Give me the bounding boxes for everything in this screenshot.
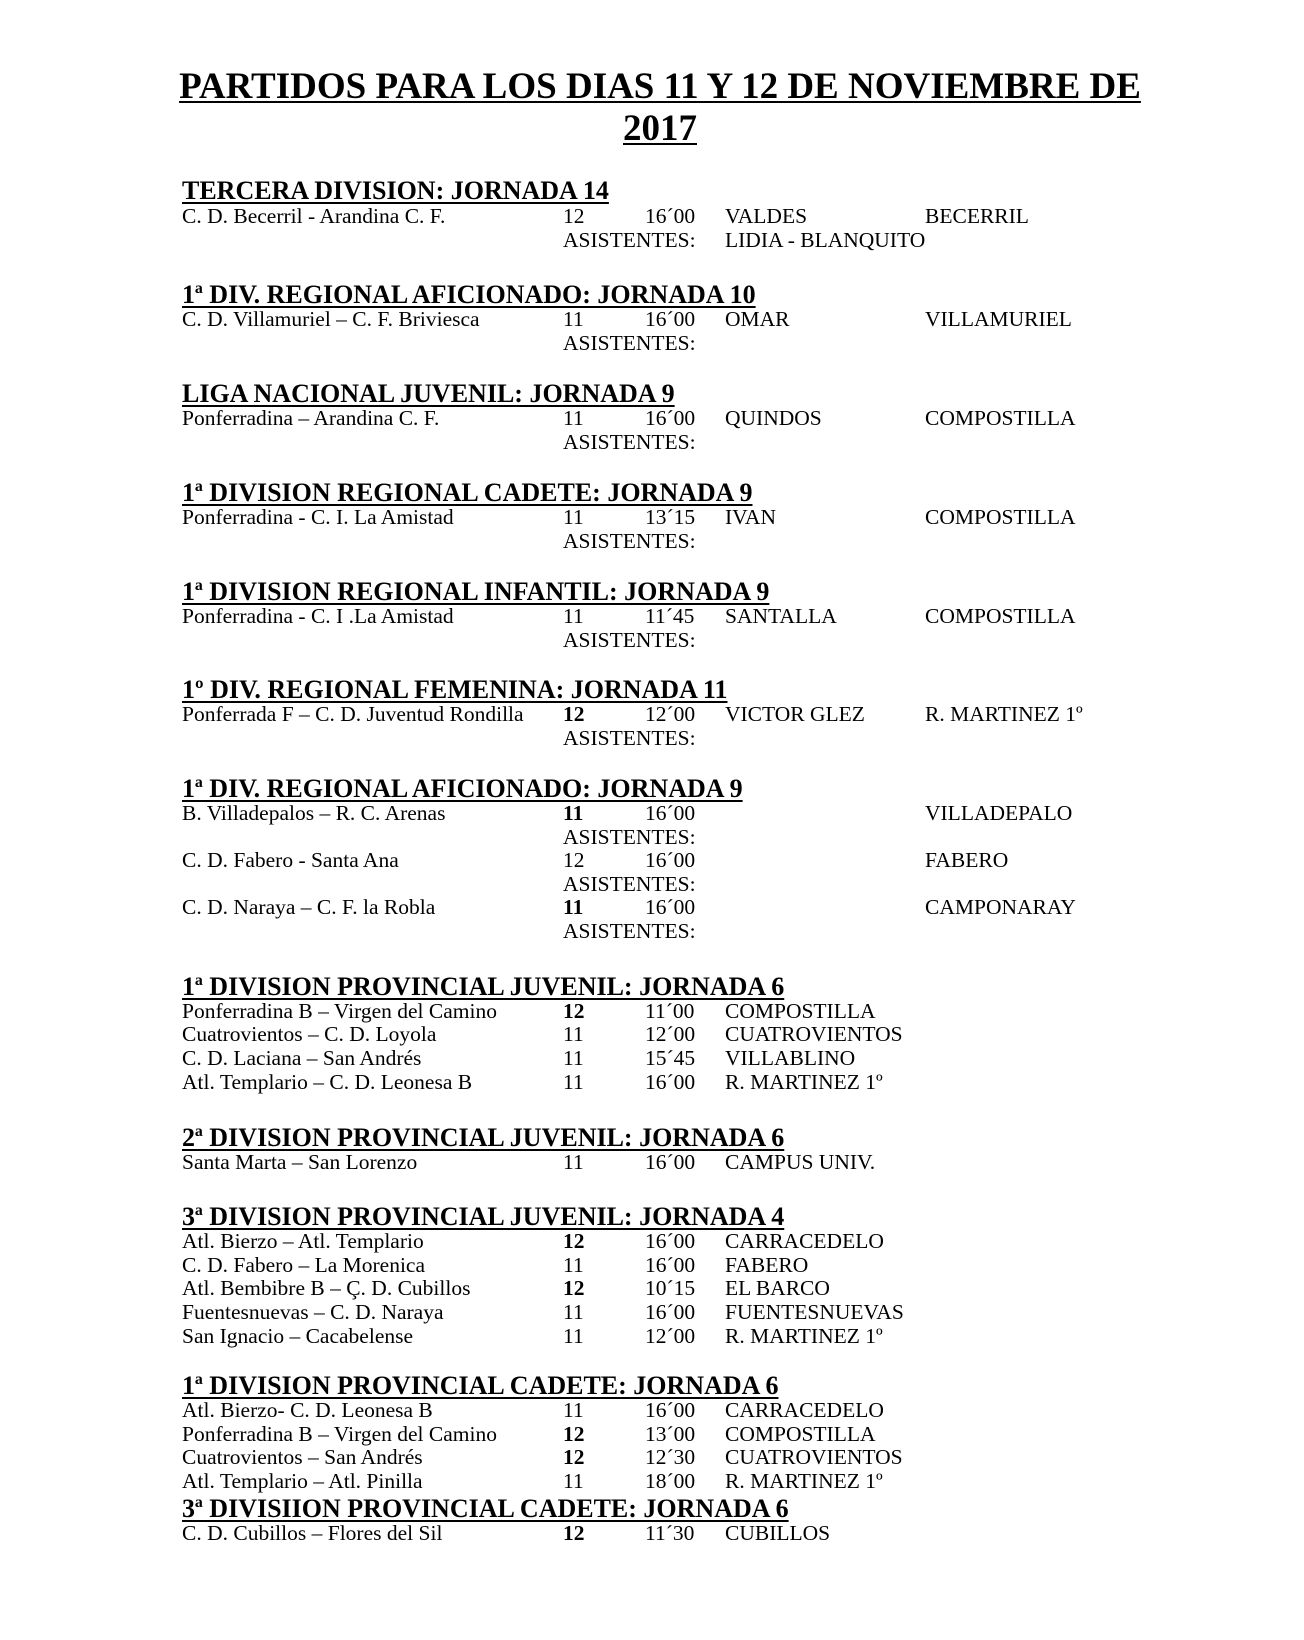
field-name: VILLABLINO (725, 1046, 856, 1070)
match-teams: Cuatrovientos – San Andrés (182, 1445, 423, 1469)
assistants-label: ASISTENTES: (563, 331, 696, 355)
match-time: 13´15 (645, 505, 696, 529)
match-teams: Santa Marta – San Lorenzo (182, 1150, 418, 1174)
assistants-label: ASISTENTES: (563, 825, 696, 849)
section-heading: 1ª DIV. REGIONAL AFICIONADO: JORNADA 9 (182, 774, 743, 803)
match-time: 11´45 (645, 604, 695, 628)
match-day: 11 (563, 895, 584, 919)
field-name: COMPOSTILLA (725, 1422, 876, 1446)
match-time: 16´00 (645, 848, 696, 872)
referee-name: SANTALLA (725, 604, 837, 628)
match-day: 12 (563, 1422, 585, 1446)
match-time: 11´00 (645, 999, 695, 1023)
referee-name: QUINDOS (725, 406, 822, 430)
section-heading: LIGA NACIONAL JUVENIL: JORNADA 9 (182, 379, 675, 408)
field-name: R. MARTINEZ 1º (925, 702, 1083, 726)
match-teams: Atl. Bembibre B – Ç. D. Cubillos (182, 1276, 471, 1300)
assistants-label: ASISTENTES: (563, 919, 696, 943)
field-name: CUATROVIENTOS (725, 1445, 903, 1469)
match-day: 12 (563, 204, 585, 228)
match-teams: Ponferradina – Arandina C. F. (182, 406, 440, 430)
match-time: 16´00 (645, 1229, 696, 1253)
section-heading: 3ª DIVISIION PROVINCIAL CADETE: JORNADA 6 (182, 1494, 789, 1523)
field-name: FUENTESNUEVAS (725, 1300, 904, 1324)
match-time: 16´00 (645, 307, 696, 331)
section-heading: 1ª DIVISION REGIONAL INFANTIL: JORNADA 9 (182, 577, 770, 606)
match-teams: C. D. Fabero - Santa Ana (182, 848, 399, 872)
match-day: 11 (563, 1022, 584, 1046)
assistants-label: ASISTENTES: (563, 228, 696, 252)
match-teams: Atl. Bierzo- C. D. Leonesa B (182, 1398, 433, 1422)
match-day: 11 (563, 1300, 584, 1324)
field-name: BECERRIL (925, 204, 1029, 228)
match-teams: Atl. Bierzo – Atl. Templario (182, 1229, 424, 1253)
field-name: CARRACEDELO (725, 1229, 884, 1253)
field-name: COMPOSTILLA (925, 505, 1076, 529)
section-heading: 1º DIV. REGIONAL FEMENINA: JORNADA 11 (182, 675, 728, 704)
match-teams: C. D. Laciana – San Andrés (182, 1046, 422, 1070)
match-teams: Ponferradina B – Virgen del Camino (182, 1422, 497, 1446)
match-time: 16´00 (645, 204, 696, 228)
field-name: FABERO (925, 848, 1009, 872)
match-day: 12 (563, 1229, 585, 1253)
referee-name: OMAR (725, 307, 790, 331)
match-day: 11 (563, 406, 584, 430)
field-name: CUATROVIENTOS (725, 1022, 903, 1046)
match-day: 11 (563, 1469, 584, 1493)
match-time: 15´45 (645, 1046, 696, 1070)
field-name: VILLAMURIEL (925, 307, 1072, 331)
assistants-label: ASISTENTES: (563, 529, 696, 553)
page-title: PARTIDOS PARA LOS DIAS 11 Y 12 DE NOVIEMBRE DE 2017 (179, 66, 1141, 149)
match-teams: C. D. Becerril - Arandina C. F. (182, 204, 446, 228)
match-teams: C. D. Naraya – C. F. la Robla (182, 895, 436, 919)
match-time: 13´00 (645, 1422, 696, 1446)
match-teams: B. Villadepalos – R. C. Arenas (182, 801, 446, 825)
section-heading: 1ª DIVISION PROVINCIAL JUVENIL: JORNADA 6 (182, 972, 785, 1001)
field-name: COMPOSTILLA (725, 999, 876, 1023)
match-teams: Fuentesnuevas – C. D. Naraya (182, 1300, 444, 1324)
field-name: CAMPUS UNIV. (725, 1150, 876, 1174)
match-day: 11 (563, 1046, 584, 1070)
match-day: 11 (563, 1324, 584, 1348)
section-heading: 1ª DIVISION PROVINCIAL CADETE: JORNADA 6 (182, 1371, 779, 1400)
match-day: 11 (563, 505, 584, 529)
section-heading: TERCERA DIVISION: JORNADA 14 (182, 176, 609, 205)
field-name: R. MARTINEZ 1º (725, 1324, 883, 1348)
match-teams: Ponferradina - C. I. La Amistad (182, 505, 454, 529)
assistants-names: LIDIA - BLANQUITO (725, 228, 926, 252)
match-day: 11 (563, 307, 584, 331)
match-teams: Atl. Templario – Atl. Pinilla (182, 1469, 423, 1493)
match-day: 11 (563, 1253, 584, 1277)
referee-name: IVAN (725, 505, 776, 529)
match-day: 11 (563, 801, 584, 825)
match-teams: Ponferradina B – Virgen del Camino (182, 999, 497, 1023)
section-heading: 2ª DIVISION PROVINCIAL JUVENIL: JORNADA 6 (182, 1123, 785, 1152)
match-day: 11 (563, 1070, 584, 1094)
match-time: 11´30 (645, 1521, 695, 1545)
match-teams: Ponferrada F – C. D. Juventud Rondilla (182, 702, 524, 726)
match-time: 16´00 (645, 1150, 696, 1174)
referee-name: VALDES (725, 204, 808, 228)
field-name: R. MARTINEZ 1º (725, 1070, 883, 1094)
match-teams: C. D. Villamuriel – C. F. Briviesca (182, 307, 480, 331)
match-teams: C. D. Cubillos – Flores del Sil (182, 1521, 443, 1545)
field-name: FABERO (725, 1253, 809, 1277)
field-name: CUBILLOS (725, 1521, 831, 1545)
field-name: EL BARCO (725, 1276, 830, 1300)
assistants-label: ASISTENTES: (563, 872, 696, 896)
match-time: 16´00 (645, 895, 696, 919)
match-day: 11 (563, 604, 584, 628)
match-time: 12´00 (645, 702, 696, 726)
match-time: 12´30 (645, 1445, 696, 1469)
assistants-label: ASISTENTES: (563, 430, 696, 454)
match-teams: Ponferradina - C. I .La Amistad (182, 604, 454, 628)
match-day: 11 (563, 1398, 584, 1422)
match-day: 12 (563, 848, 585, 872)
match-time: 16´00 (645, 1300, 696, 1324)
assistants-label: ASISTENTES: (563, 726, 696, 750)
field-name: COMPOSTILLA (925, 604, 1076, 628)
match-day: 12 (563, 1445, 585, 1469)
match-day: 12 (563, 1521, 585, 1545)
match-time: 16´00 (645, 1398, 696, 1422)
referee-name: VICTOR GLEZ (725, 702, 865, 726)
match-time: 16´00 (645, 1253, 696, 1277)
match-teams: Cuatrovientos – C. D. Loyola (182, 1022, 437, 1046)
match-time: 12´00 (645, 1022, 696, 1046)
match-time: 18´00 (645, 1469, 696, 1493)
match-day: 12 (563, 999, 585, 1023)
match-day: 12 (563, 1276, 585, 1300)
assistants-label: ASISTENTES: (563, 628, 696, 652)
section-heading: 1ª DIV. REGIONAL AFICIONADO: JORNADA 10 (182, 280, 756, 309)
field-name: R. MARTINEZ 1º (725, 1469, 883, 1493)
section-heading: 3ª DIVISION PROVINCIAL JUVENIL: JORNADA 4 (182, 1202, 785, 1231)
field-name: CAMPONARAY (925, 895, 1076, 919)
field-name: VILLADEPALO (925, 801, 1073, 825)
match-time: 12´00 (645, 1324, 696, 1348)
field-name: COMPOSTILLA (925, 406, 1076, 430)
match-teams: San Ignacio – Cacabelense (182, 1324, 414, 1348)
match-time: 16´00 (645, 406, 696, 430)
section-heading: 1ª DIVISION REGIONAL CADETE: JORNADA 9 (182, 478, 753, 507)
match-time: 10´15 (645, 1276, 696, 1300)
match-teams: C. D. Fabero – La Morenica (182, 1253, 425, 1277)
match-time: 16´00 (645, 1070, 696, 1094)
match-teams: Atl. Templario – C. D. Leonesa B (182, 1070, 473, 1094)
field-name: CARRACEDELO (725, 1398, 884, 1422)
match-time: 16´00 (645, 801, 696, 825)
match-day: 11 (563, 1150, 584, 1174)
match-day: 12 (563, 702, 585, 726)
